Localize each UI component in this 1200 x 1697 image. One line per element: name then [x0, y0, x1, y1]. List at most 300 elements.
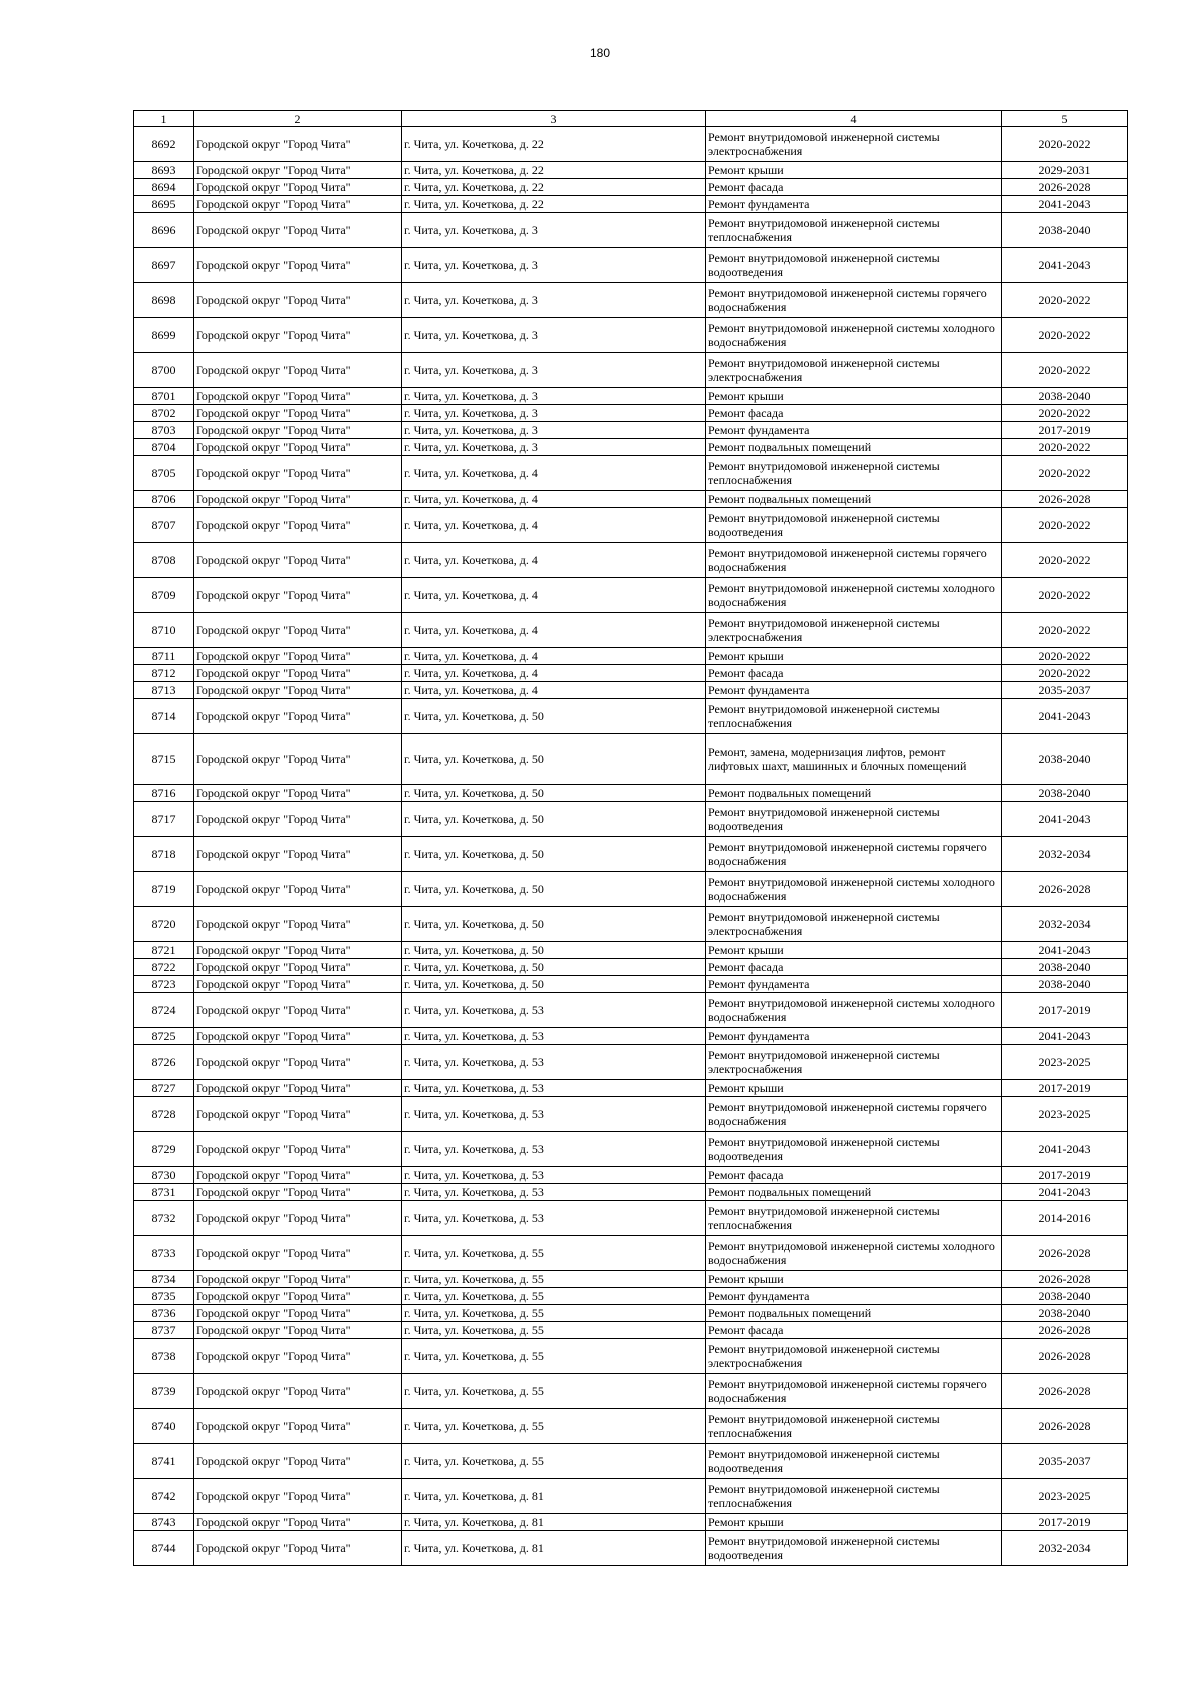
work-type-cell: Ремонт фундамента: [706, 1288, 1002, 1305]
table-row: [134, 543, 1128, 578]
row-number-cell: 8694: [134, 179, 194, 196]
row-number-cell: 8729: [134, 1132, 194, 1167]
address-cell: г. Чита, ул. Кочеткова, д. 50: [402, 872, 706, 907]
period-cell: 2020-2022: [1002, 508, 1128, 543]
work-type-cell: Ремонт фундамента: [706, 976, 1002, 993]
region-cell: Городской округ "Город Чита": [194, 213, 402, 248]
region-cell: Городской округ "Город Чита": [194, 613, 402, 648]
work-type-cell: Ремонт подвальных помещений: [706, 785, 1002, 802]
address-cell: г. Чита, ул. Кочеткова, д. 4: [402, 508, 706, 543]
address-cell: г. Чита, ул. Кочеткова, д. 4: [402, 491, 706, 508]
row-number-cell: 8730: [134, 1167, 194, 1184]
table-row: [134, 456, 1128, 491]
work-type-cell: Ремонт фасада: [706, 405, 1002, 422]
table-row: [134, 976, 1128, 993]
table-row: [134, 993, 1128, 1028]
table-row: [134, 1167, 1128, 1184]
period-cell: 2020-2022: [1002, 665, 1128, 682]
period-cell: 2029-2031: [1002, 162, 1128, 179]
table-row: [134, 942, 1128, 959]
work-type-cell: Ремонт внутридомовой инженерной системы электроснабжения: [706, 1045, 1002, 1080]
work-type-cell: Ремонт фасада: [706, 959, 1002, 976]
region-cell: Городской округ "Город Чита": [194, 248, 402, 283]
table-row: [134, 162, 1128, 179]
region-cell: Городской округ "Город Чита": [194, 508, 402, 543]
row-number-cell: 8739: [134, 1374, 194, 1409]
work-type-cell: Ремонт фундамента: [706, 196, 1002, 213]
address-cell: г. Чита, ул. Кочеткова, д. 3: [402, 353, 706, 388]
region-cell: Городской округ "Город Чита": [194, 422, 402, 439]
table-row: [134, 959, 1128, 976]
work-type-cell: Ремонт внутридомовой инженерной системы горячего водоснабжения: [706, 837, 1002, 872]
period-cell: 2020-2022: [1002, 353, 1128, 388]
table-row: [134, 1409, 1128, 1444]
column-header-4: 4: [706, 111, 1002, 127]
work-type-cell: Ремонт внутридомовой инженерной системы холодного водоснабжения: [706, 578, 1002, 613]
table-row: [134, 613, 1128, 648]
address-cell: г. Чита, ул. Кочеткова, д. 22: [402, 127, 706, 162]
table-row: [134, 283, 1128, 318]
address-cell: г. Чита, ул. Кочеткова, д. 55: [402, 1374, 706, 1409]
work-type-cell: Ремонт крыши: [706, 162, 1002, 179]
address-cell: г. Чита, ул. Кочеткова, д. 53: [402, 1097, 706, 1132]
address-cell: г. Чита, ул. Кочеткова, д. 3: [402, 422, 706, 439]
region-cell: Городской округ "Город Чита": [194, 1288, 402, 1305]
region-cell: Городской округ "Город Чита": [194, 1305, 402, 1322]
row-number-cell: 8703: [134, 422, 194, 439]
row-number-cell: 8733: [134, 1236, 194, 1271]
work-type-cell: Ремонт внутридомовой инженерной системы горячего водоснабжения: [706, 543, 1002, 578]
work-type-cell: Ремонт фасада: [706, 179, 1002, 196]
work-type-cell: Ремонт внутридомовой инженерной системы водоотведения: [706, 1132, 1002, 1167]
work-type-cell: Ремонт внутридомовой инженерной системы водоотведения: [706, 1444, 1002, 1479]
row-number-cell: 8716: [134, 785, 194, 802]
row-number-cell: 8705: [134, 456, 194, 491]
address-cell: г. Чита, ул. Кочеткова, д. 50: [402, 785, 706, 802]
period-cell: 2038-2040: [1002, 1288, 1128, 1305]
row-number-cell: 8714: [134, 699, 194, 734]
region-cell: Городской округ "Город Чита": [194, 439, 402, 456]
table-row: [134, 802, 1128, 837]
address-cell: г. Чита, ул. Кочеткова, д. 22: [402, 162, 706, 179]
region-cell: Городской округ "Город Чита": [194, 543, 402, 578]
region-cell: Городской округ "Город Чита": [194, 1167, 402, 1184]
work-type-cell: Ремонт крыши: [706, 1080, 1002, 1097]
period-cell: 2020-2022: [1002, 127, 1128, 162]
period-cell: 2020-2022: [1002, 283, 1128, 318]
row-number-cell: 8706: [134, 491, 194, 508]
table-row: [134, 785, 1128, 802]
period-cell: 2041-2043: [1002, 248, 1128, 283]
address-cell: г. Чита, ул. Кочеткова, д. 4: [402, 578, 706, 613]
table-row: [134, 1080, 1128, 1097]
table-row: [134, 699, 1128, 734]
address-cell: г. Чита, ул. Кочеткова, д. 81: [402, 1479, 706, 1514]
row-number-cell: 8709: [134, 578, 194, 613]
region-cell: Городской округ "Город Чита": [194, 1132, 402, 1167]
address-cell: г. Чита, ул. Кочеткова, д. 53: [402, 1184, 706, 1201]
table-row: [134, 1374, 1128, 1409]
address-cell: г. Чита, ул. Кочеткова, д. 53: [402, 1028, 706, 1045]
column-header-5: 5: [1002, 111, 1128, 127]
row-number-cell: 8712: [134, 665, 194, 682]
work-type-cell: Ремонт внутридомовой инженерной системы теплоснабжения: [706, 1479, 1002, 1514]
period-cell: 2020-2022: [1002, 578, 1128, 613]
period-cell: 2038-2040: [1002, 1305, 1128, 1322]
address-cell: г. Чита, ул. Кочеткова, д. 53: [402, 1080, 706, 1097]
table-row: [134, 648, 1128, 665]
region-cell: Городской округ "Город Чита": [194, 665, 402, 682]
period-cell: 2026-2028: [1002, 1322, 1128, 1339]
row-number-cell: 8721: [134, 942, 194, 959]
period-cell: 2017-2019: [1002, 993, 1128, 1028]
work-type-cell: Ремонт внутридомовой инженерной системы электроснабжения: [706, 1339, 1002, 1374]
period-cell: 2017-2019: [1002, 1514, 1128, 1531]
region-cell: Городской округ "Город Чита": [194, 699, 402, 734]
address-cell: г. Чита, ул. Кочеткова, д. 53: [402, 1045, 706, 1080]
period-cell: 2023-2025: [1002, 1045, 1128, 1080]
region-cell: Городской округ "Город Чита": [194, 1184, 402, 1201]
address-cell: г. Чита, ул. Кочеткова, д. 55: [402, 1339, 706, 1374]
period-cell: 2017-2019: [1002, 422, 1128, 439]
address-cell: г. Чита, ул. Кочеткова, д. 50: [402, 734, 706, 785]
row-number-cell: 8692: [134, 127, 194, 162]
work-type-cell: Ремонт внутридомовой инженерной системы водоотведения: [706, 1531, 1002, 1566]
region-cell: Городской округ "Город Чита": [194, 179, 402, 196]
row-number-cell: 8741: [134, 1444, 194, 1479]
work-type-cell: Ремонт внутридомовой инженерной системы теплоснабжения: [706, 213, 1002, 248]
period-cell: 2041-2043: [1002, 802, 1128, 837]
region-cell: Городской округ "Город Чита": [194, 785, 402, 802]
table-row: [134, 1288, 1128, 1305]
table-row: [134, 1097, 1128, 1132]
column-header-3: 3: [402, 111, 706, 127]
region-cell: Городской округ "Город Чита": [194, 405, 402, 422]
address-cell: г. Чита, ул. Кочеткова, д. 50: [402, 959, 706, 976]
table-row: [134, 248, 1128, 283]
row-number-cell: 8702: [134, 405, 194, 422]
period-cell: 2026-2028: [1002, 1236, 1128, 1271]
work-type-cell: Ремонт подвальных помещений: [706, 1184, 1002, 1201]
address-cell: г. Чита, ул. Кочеткова, д. 4: [402, 456, 706, 491]
address-cell: г. Чита, ул. Кочеткова, д. 53: [402, 1167, 706, 1184]
region-cell: Городской округ "Город Чита": [194, 283, 402, 318]
row-number-cell: 8693: [134, 162, 194, 179]
region-cell: Городской округ "Город Чита": [194, 1409, 402, 1444]
work-type-cell: Ремонт подвальных помещений: [706, 439, 1002, 456]
work-type-cell: Ремонт крыши: [706, 1514, 1002, 1531]
table-row: [134, 196, 1128, 213]
address-cell: г. Чита, ул. Кочеткова, д. 3: [402, 388, 706, 405]
table-row: [134, 665, 1128, 682]
table-row: [134, 439, 1128, 456]
address-cell: г. Чита, ул. Кочеткова, д. 4: [402, 665, 706, 682]
page-number: 180: [589, 46, 611, 60]
table-row: [134, 682, 1128, 699]
row-number-cell: 8742: [134, 1479, 194, 1514]
row-number-cell: 8724: [134, 993, 194, 1028]
work-type-cell: Ремонт подвальных помещений: [706, 1305, 1002, 1322]
table-row: [134, 1132, 1128, 1167]
table-row: [134, 405, 1128, 422]
work-type-cell: Ремонт подвальных помещений: [706, 491, 1002, 508]
column-header-2: 2: [194, 111, 402, 127]
period-cell: 2032-2034: [1002, 907, 1128, 942]
region-cell: Городской округ "Город Чита": [194, 456, 402, 491]
work-type-cell: Ремонт крыши: [706, 942, 1002, 959]
address-cell: г. Чита, ул. Кочеткова, д. 55: [402, 1409, 706, 1444]
row-number-cell: 8701: [134, 388, 194, 405]
address-cell: г. Чита, ул. Кочеткова, д. 55: [402, 1288, 706, 1305]
row-number-cell: 8725: [134, 1028, 194, 1045]
work-type-cell: Ремонт фундамента: [706, 1028, 1002, 1045]
row-number-cell: 8720: [134, 907, 194, 942]
address-cell: г. Чита, ул. Кочеткова, д. 4: [402, 648, 706, 665]
region-cell: Городской округ "Город Чита": [194, 1080, 402, 1097]
period-cell: 2026-2028: [1002, 1271, 1128, 1288]
region-cell: Городской округ "Город Чита": [194, 802, 402, 837]
table-row: [134, 1305, 1128, 1322]
row-number-cell: 8726: [134, 1045, 194, 1080]
period-cell: 2026-2028: [1002, 1409, 1128, 1444]
period-cell: 2041-2043: [1002, 196, 1128, 213]
region-cell: Городской округ "Город Чита": [194, 388, 402, 405]
region-cell: Городской округ "Город Чита": [194, 907, 402, 942]
address-cell: г. Чита, ул. Кочеткова, д. 53: [402, 993, 706, 1028]
row-number-cell: 8727: [134, 1080, 194, 1097]
period-cell: 2035-2037: [1002, 682, 1128, 699]
region-cell: Городской округ "Город Чита": [194, 1479, 402, 1514]
address-cell: г. Чита, ул. Кочеткова, д. 55: [402, 1236, 706, 1271]
row-number-cell: 8704: [134, 439, 194, 456]
row-number-cell: 8738: [134, 1339, 194, 1374]
table-row: [134, 734, 1128, 785]
address-cell: г. Чита, ул. Кочеткова, д. 4: [402, 543, 706, 578]
table-row: [134, 388, 1128, 405]
period-cell: 2017-2019: [1002, 1080, 1128, 1097]
table-row: [134, 1028, 1128, 1045]
work-type-cell: Ремонт внутридомовой инженерной системы электроснабжения: [706, 907, 1002, 942]
address-cell: г. Чита, ул. Кочеткова, д. 4: [402, 682, 706, 699]
period-cell: 2023-2025: [1002, 1097, 1128, 1132]
table-row: [134, 1479, 1128, 1514]
address-cell: г. Чита, ул. Кочеткова, д. 3: [402, 248, 706, 283]
row-number-cell: 8737: [134, 1322, 194, 1339]
table-row: [134, 872, 1128, 907]
table-row: [134, 422, 1128, 439]
region-cell: Городской округ "Город Чита": [194, 993, 402, 1028]
region-cell: Городской округ "Город Чита": [194, 1236, 402, 1271]
period-cell: 2038-2040: [1002, 976, 1128, 993]
address-cell: г. Чита, ул. Кочеткова, д. 55: [402, 1271, 706, 1288]
region-cell: Городской округ "Город Чита": [194, 1531, 402, 1566]
region-cell: Городской округ "Город Чита": [194, 942, 402, 959]
period-cell: 2041-2043: [1002, 1132, 1128, 1167]
work-type-cell: Ремонт внутридомовой инженерной системы теплоснабжения: [706, 1201, 1002, 1236]
row-number-cell: 8698: [134, 283, 194, 318]
row-number-cell: 8697: [134, 248, 194, 283]
work-type-cell: Ремонт внутридомовой инженерной системы теплоснабжения: [706, 699, 1002, 734]
period-cell: 2032-2034: [1002, 837, 1128, 872]
region-cell: Городской округ "Город Чита": [194, 872, 402, 907]
address-cell: г. Чита, ул. Кочеткова, д. 50: [402, 837, 706, 872]
work-type-cell: Ремонт внутридомовой инженерной системы холодного водоснабжения: [706, 1236, 1002, 1271]
work-type-cell: Ремонт внутридомовой инженерной системы холодного водоснабжения: [706, 318, 1002, 353]
row-number-cell: 8723: [134, 976, 194, 993]
row-number-cell: 8718: [134, 837, 194, 872]
period-cell: 2026-2028: [1002, 491, 1128, 508]
row-number-cell: 8707: [134, 508, 194, 543]
works-table: [133, 110, 1128, 1566]
header-row: [134, 111, 1128, 127]
row-number-cell: 8735: [134, 1288, 194, 1305]
region-cell: Городской округ "Город Чита": [194, 648, 402, 665]
work-type-cell: Ремонт внутридомовой инженерной системы теплоснабжения: [706, 456, 1002, 491]
column-header-1: 1: [134, 111, 194, 127]
region-cell: Городской округ "Город Чита": [194, 682, 402, 699]
period-cell: 2041-2043: [1002, 1028, 1128, 1045]
work-type-cell: Ремонт фасада: [706, 1322, 1002, 1339]
work-type-cell: Ремонт фундамента: [706, 422, 1002, 439]
region-cell: Городской округ "Город Чита": [194, 734, 402, 785]
address-cell: г. Чита, ул. Кочеткова, д. 50: [402, 699, 706, 734]
period-cell: 2020-2022: [1002, 648, 1128, 665]
period-cell: 2017-2019: [1002, 1167, 1128, 1184]
period-cell: 2038-2040: [1002, 734, 1128, 785]
work-type-cell: Ремонт внутридомовой инженерной системы водоотведения: [706, 248, 1002, 283]
table-row: [134, 179, 1128, 196]
period-cell: 2026-2028: [1002, 179, 1128, 196]
region-cell: Городской округ "Город Чита": [194, 1374, 402, 1409]
region-cell: Городской округ "Город Чита": [194, 196, 402, 213]
address-cell: г. Чита, ул. Кочеткова, д. 50: [402, 802, 706, 837]
period-cell: 2026-2028: [1002, 1374, 1128, 1409]
work-type-cell: Ремонт внутридомовой инженерной системы горячего водоснабжения: [706, 1374, 1002, 1409]
work-type-cell: Ремонт внутридомовой инженерной системы водоотведения: [706, 508, 1002, 543]
work-type-cell: Ремонт внутридомовой инженерной системы горячего водоснабжения: [706, 283, 1002, 318]
region-cell: Городской округ "Город Чита": [194, 959, 402, 976]
address-cell: г. Чита, ул. Кочеткова, д. 3: [402, 213, 706, 248]
row-number-cell: 8722: [134, 959, 194, 976]
table-row: [134, 1201, 1128, 1236]
row-number-cell: 8715: [134, 734, 194, 785]
row-number-cell: 8710: [134, 613, 194, 648]
region-cell: Городской округ "Город Чита": [194, 1271, 402, 1288]
period-cell: 2026-2028: [1002, 872, 1128, 907]
period-cell: 2041-2043: [1002, 1184, 1128, 1201]
work-type-cell: Ремонт внутридомовой инженерной системы холодного водоснабжения: [706, 993, 1002, 1028]
row-number-cell: 8740: [134, 1409, 194, 1444]
region-cell: Городской округ "Город Чита": [194, 491, 402, 508]
period-cell: 2020-2022: [1002, 439, 1128, 456]
table-row: [134, 578, 1128, 613]
table-row: [134, 353, 1128, 388]
row-number-cell: 8717: [134, 802, 194, 837]
period-cell: 2020-2022: [1002, 405, 1128, 422]
work-type-cell: Ремонт внутридомовой инженерной системы электроснабжения: [706, 353, 1002, 388]
period-cell: 2041-2043: [1002, 942, 1128, 959]
region-cell: Городской округ "Город Чита": [194, 318, 402, 353]
table-row: [134, 491, 1128, 508]
table-body: [134, 127, 1128, 1566]
table-row: [134, 1236, 1128, 1271]
region-cell: Городской округ "Город Чита": [194, 1444, 402, 1479]
row-number-cell: 8736: [134, 1305, 194, 1322]
address-cell: г. Чита, ул. Кочеткова, д. 3: [402, 439, 706, 456]
table-row: [134, 318, 1128, 353]
address-cell: г. Чита, ул. Кочеткова, д. 53: [402, 1132, 706, 1167]
row-number-cell: 8719: [134, 872, 194, 907]
period-cell: 2020-2022: [1002, 613, 1128, 648]
table-row: [134, 1271, 1128, 1288]
table-row: [134, 1339, 1128, 1374]
address-cell: г. Чита, ул. Кочеткова, д. 81: [402, 1531, 706, 1566]
table-row: [134, 1322, 1128, 1339]
address-cell: г. Чита, ул. Кочеткова, д. 22: [402, 196, 706, 213]
address-cell: г. Чита, ул. Кочеткова, д. 3: [402, 405, 706, 422]
address-cell: г. Чита, ул. Кочеткова, д. 3: [402, 318, 706, 353]
address-cell: г. Чита, ул. Кочеткова, д. 55: [402, 1322, 706, 1339]
work-type-cell: Ремонт внутридомовой инженерной системы водоотведения: [706, 802, 1002, 837]
row-number-cell: 8713: [134, 682, 194, 699]
address-cell: г. Чита, ул. Кочеткова, д. 81: [402, 1514, 706, 1531]
work-type-cell: Ремонт внутридомовой инженерной системы электроснабжения: [706, 127, 1002, 162]
row-number-cell: 8743: [134, 1514, 194, 1531]
address-cell: г. Чита, ул. Кочеткова, д. 53: [402, 1201, 706, 1236]
row-number-cell: 8728: [134, 1097, 194, 1132]
address-cell: г. Чита, ул. Кочеткова, д. 55: [402, 1305, 706, 1322]
region-cell: Городской округ "Город Чита": [194, 353, 402, 388]
region-cell: Городской округ "Город Чита": [194, 578, 402, 613]
region-cell: Городской округ "Город Чита": [194, 837, 402, 872]
work-type-cell: Ремонт внутридомовой инженерной системы горячего водоснабжения: [706, 1097, 1002, 1132]
row-number-cell: 8695: [134, 196, 194, 213]
region-cell: Городской округ "Город Чита": [194, 127, 402, 162]
table-row: [134, 907, 1128, 942]
period-cell: 2020-2022: [1002, 543, 1128, 578]
table-row: [134, 213, 1128, 248]
region-cell: Городской округ "Город Чита": [194, 1322, 402, 1339]
work-type-cell: Ремонт, замена, модернизация лифтов, ремонт лифтовых шахт, машинных и блочных помещений: [706, 734, 1002, 785]
address-cell: г. Чита, ул. Кочеткова, д. 3: [402, 283, 706, 318]
work-type-cell: Ремонт крыши: [706, 1271, 1002, 1288]
address-cell: г. Чита, ул. Кочеткова, д. 55: [402, 1444, 706, 1479]
table-row: [134, 837, 1128, 872]
table-row: [134, 508, 1128, 543]
row-number-cell: 8700: [134, 353, 194, 388]
work-type-cell: Ремонт внутридомовой инженерной системы электроснабжения: [706, 613, 1002, 648]
region-cell: Городской округ "Город Чита": [194, 1514, 402, 1531]
table-row: [134, 1531, 1128, 1566]
period-cell: 2038-2040: [1002, 388, 1128, 405]
region-cell: Городской округ "Город Чита": [194, 1097, 402, 1132]
work-type-cell: Ремонт крыши: [706, 388, 1002, 405]
region-cell: Городской округ "Город Чита": [194, 1339, 402, 1374]
period-cell: 2035-2037: [1002, 1444, 1128, 1479]
work-type-cell: Ремонт фасада: [706, 1167, 1002, 1184]
work-type-cell: Ремонт внутридомовой инженерной системы холодного водоснабжения: [706, 872, 1002, 907]
period-cell: 2032-2034: [1002, 1531, 1128, 1566]
row-number-cell: 8732: [134, 1201, 194, 1236]
row-number-cell: 8708: [134, 543, 194, 578]
period-cell: 2041-2043: [1002, 699, 1128, 734]
work-type-cell: Ремонт внутридомовой инженерной системы теплоснабжения: [706, 1409, 1002, 1444]
period-cell: 2038-2040: [1002, 213, 1128, 248]
table-row: [134, 1184, 1128, 1201]
table-row: [134, 127, 1128, 162]
period-cell: 2020-2022: [1002, 456, 1128, 491]
address-cell: г. Чита, ул. Кочеткова, д. 50: [402, 976, 706, 993]
